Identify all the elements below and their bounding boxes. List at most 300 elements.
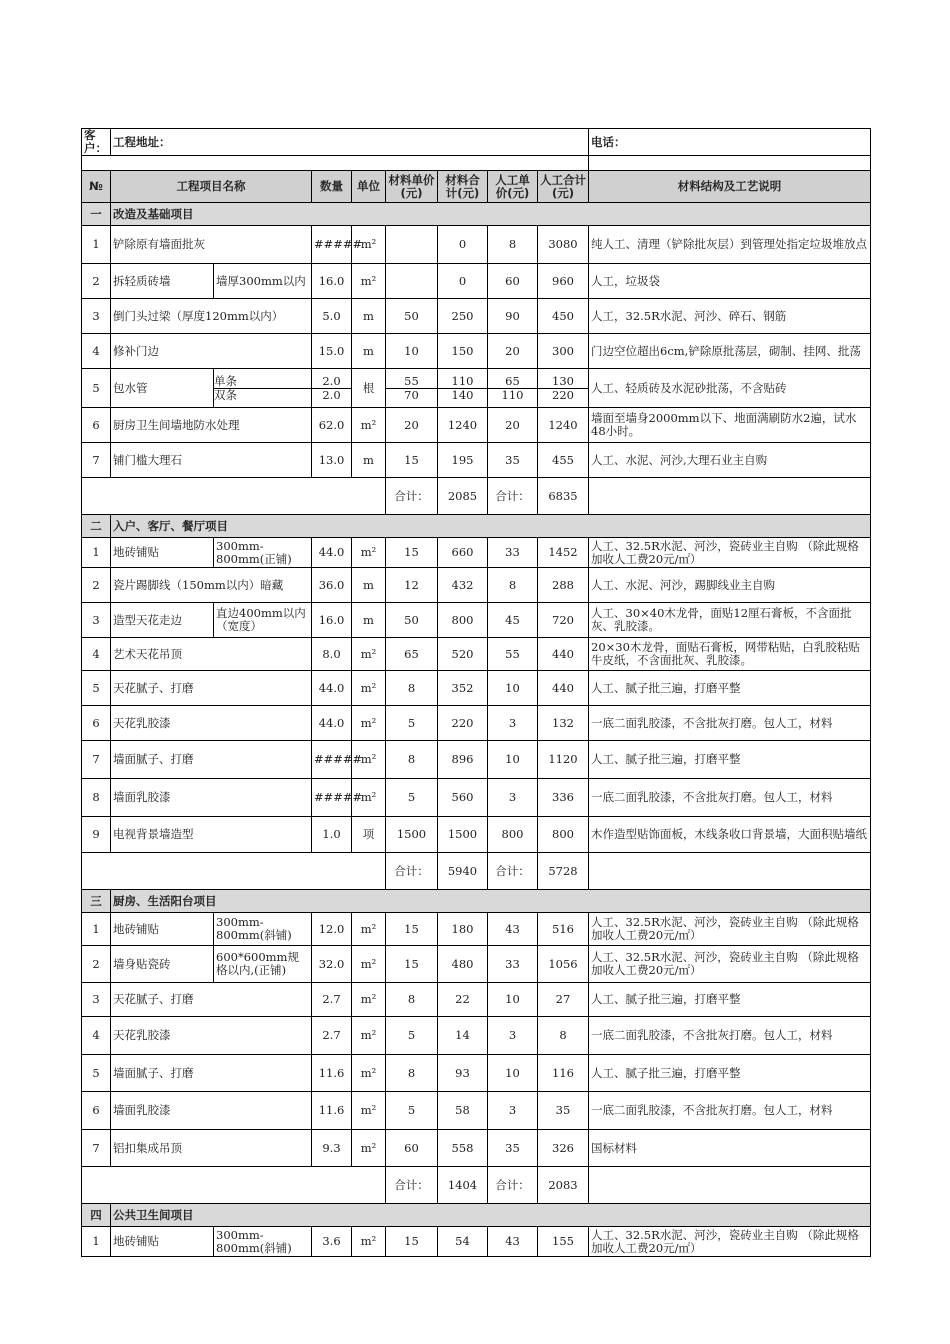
item-desc: 人工、32.5R水泥、河沙，瓷砖业主自购 （除此规格加收人工费20元/㎡） bbox=[589, 913, 871, 946]
item-lab-total bbox=[538, 369, 589, 408]
subtotal-label: 合计： bbox=[386, 853, 438, 890]
col-lab-total: 人工合计(元) bbox=[538, 171, 589, 203]
item-mat-total: 195 bbox=[438, 443, 488, 478]
item-mat-total: 93 bbox=[438, 1055, 488, 1092]
item-mat-price: 50 bbox=[386, 603, 438, 638]
item-desc: 人工、30×40木龙骨，面贴12厘石膏板，不含面批灰、乳胶漆。 bbox=[589, 603, 871, 638]
item-desc: 一底二面乳胶漆，不含批灰打磨。包人工，材料 bbox=[589, 706, 871, 741]
subtotal-labor: 6835 bbox=[538, 478, 589, 515]
subtotal-desc-blank bbox=[589, 853, 871, 890]
item-mat-price bbox=[386, 369, 438, 408]
item-lab-total: 800 bbox=[538, 817, 589, 853]
item-qty: 13.0 bbox=[312, 443, 352, 478]
blank-cell bbox=[82, 156, 589, 171]
item-name: 铺门槛大理石 bbox=[111, 443, 312, 478]
section-row bbox=[82, 1204, 871, 1227]
item-name: 天花乳胶漆 bbox=[111, 1017, 312, 1055]
item-mat-total: 520 bbox=[438, 638, 488, 671]
item-lab-price: 3 bbox=[488, 779, 538, 817]
item-qty: 11.6 bbox=[312, 1092, 352, 1130]
section-row bbox=[82, 890, 871, 913]
item-desc: 人工、水泥、河沙，踢脚线业主自购 bbox=[589, 568, 871, 603]
subtotal-row bbox=[82, 853, 871, 890]
item-lab-total: 3080 bbox=[538, 226, 589, 264]
section-title: 公共卫生间项目 bbox=[111, 1204, 871, 1227]
item-no: 6 bbox=[82, 706, 111, 741]
item-unit: m² bbox=[352, 1017, 386, 1055]
item-qty: 1.0 bbox=[312, 817, 352, 853]
item-unit: m² bbox=[352, 408, 386, 443]
item-row bbox=[82, 946, 871, 983]
item-mat-price: 15 bbox=[386, 913, 438, 946]
item-mat-price: 5 bbox=[386, 706, 438, 741]
item-lab-total: 1120 bbox=[538, 741, 589, 779]
item-mat-price: 10 bbox=[386, 334, 438, 369]
item-lab-total-value: 220 bbox=[538, 388, 588, 402]
section-title: 厨房、生活阳台项目 bbox=[111, 890, 871, 913]
subtotal-label: 合计： bbox=[386, 1167, 438, 1204]
item-mat-price: 12 bbox=[386, 568, 438, 603]
item-mat-total: 54 bbox=[438, 1227, 488, 1257]
section-title: 入户、客厅、餐厅项目 bbox=[111, 515, 871, 538]
item-unit: m² bbox=[352, 913, 386, 946]
item-lab-total: 450 bbox=[538, 299, 589, 334]
item-mat-total-value: 140 bbox=[438, 388, 487, 402]
item-name: 包水管 bbox=[111, 369, 214, 408]
item-name: 艺术天花吊顶 bbox=[111, 638, 312, 671]
section-number: 四 bbox=[82, 1204, 111, 1227]
item-mat-price-value: 70 bbox=[386, 388, 437, 402]
item-unit: m² bbox=[352, 741, 386, 779]
item-lab-price: 10 bbox=[488, 671, 538, 706]
item-desc: 人工、32.5R水泥、河沙，瓷砖业主自购 （除此规格加收人工费20元/㎡） bbox=[589, 538, 871, 568]
item-mat-price: 8 bbox=[386, 1055, 438, 1092]
item-row bbox=[82, 264, 871, 299]
item-lab-price: 33 bbox=[488, 538, 538, 568]
item-desc: 木作造型贴饰面板，木线条收口背景墙，大面积贴墙纸 bbox=[589, 817, 871, 853]
item-lab-total: 8 bbox=[538, 1017, 589, 1055]
item-lab-price: 35 bbox=[488, 443, 538, 478]
item-name: 造型天花走边 bbox=[111, 603, 214, 638]
item-spec-value: 单条 bbox=[214, 373, 237, 388]
item-no: 8 bbox=[82, 779, 111, 817]
subtotal-label: 合计： bbox=[386, 478, 438, 515]
item-unit: m² bbox=[352, 671, 386, 706]
item-unit: m bbox=[352, 603, 386, 638]
item-unit: m² bbox=[352, 1055, 386, 1092]
item-name: 墙面腻子、打磨 bbox=[111, 741, 312, 779]
subtotal-blank bbox=[82, 478, 386, 515]
item-unit: 项 bbox=[352, 817, 386, 853]
item-no: 3 bbox=[82, 603, 111, 638]
item-lab-price-value: 65 bbox=[505, 373, 520, 388]
item-mat-total: 180 bbox=[438, 913, 488, 946]
item-spec: 300mm-800mm(正铺) bbox=[214, 538, 312, 568]
item-qty: 44.0 bbox=[312, 671, 352, 706]
item-mat-price: 8 bbox=[386, 741, 438, 779]
col-lab-price: 人工单价(元) bbox=[488, 171, 538, 203]
item-name: 厨房卫生间墙地防水处理 bbox=[111, 408, 312, 443]
item-row bbox=[82, 299, 871, 334]
subtotal-labor: 5728 bbox=[538, 853, 589, 890]
item-no: 7 bbox=[82, 443, 111, 478]
item-lab-total: 132 bbox=[538, 706, 589, 741]
item-lab-price: 3 bbox=[488, 1017, 538, 1055]
item-name: 地砖铺贴 bbox=[111, 538, 214, 568]
item-lab-price: 45 bbox=[488, 603, 538, 638]
item-mat-price: 65 bbox=[386, 638, 438, 671]
item-lab-total-value: 130 bbox=[552, 373, 574, 388]
item-no: 4 bbox=[82, 334, 111, 369]
item-lab-total: 516 bbox=[538, 913, 589, 946]
item-desc: 人工、腻子批三遍，打磨平整 bbox=[589, 983, 871, 1017]
item-qty: 16.0 bbox=[312, 264, 352, 299]
col-qty: 数量 bbox=[312, 171, 352, 203]
item-lab-total: 35 bbox=[538, 1092, 589, 1130]
item-lab-price-value: 110 bbox=[488, 388, 537, 402]
item-no: 2 bbox=[82, 568, 111, 603]
section-number: 一 bbox=[82, 203, 111, 226]
item-qty: 32.0 bbox=[312, 946, 352, 983]
item-row-pipe bbox=[82, 369, 871, 408]
item-qty: 12.0 bbox=[312, 913, 352, 946]
item-mat-price: 8 bbox=[386, 671, 438, 706]
item-qty-value: 2.0 bbox=[322, 373, 341, 388]
item-mat-price: 50 bbox=[386, 299, 438, 334]
item-lab-total: 960 bbox=[538, 264, 589, 299]
item-lab-price: 60 bbox=[488, 264, 538, 299]
subtotal-labor: 2083 bbox=[538, 1167, 589, 1204]
item-row bbox=[82, 443, 871, 478]
item-name: 天花腻子、打磨 bbox=[111, 671, 312, 706]
item-mat-total: 560 bbox=[438, 779, 488, 817]
subtotal-desc-blank bbox=[589, 1167, 871, 1204]
item-desc: 人工、水泥、河沙,大理石业主自购 bbox=[589, 443, 871, 478]
item-name: 拆轻质砖墙 bbox=[111, 264, 214, 299]
item-lab-price: 10 bbox=[488, 741, 538, 779]
item-no: 7 bbox=[82, 741, 111, 779]
item-name: 铝扣集成吊顶 bbox=[111, 1130, 312, 1167]
item-unit: m bbox=[352, 568, 386, 603]
item-name: 天花乳胶漆 bbox=[111, 706, 312, 741]
subtotal-material: 5940 bbox=[438, 853, 488, 890]
item-unit: m² bbox=[352, 779, 386, 817]
item-no: 5 bbox=[82, 369, 111, 408]
item-row bbox=[82, 334, 871, 369]
item-unit: m bbox=[352, 443, 386, 478]
item-lab-total: 440 bbox=[538, 671, 589, 706]
item-row bbox=[82, 638, 871, 671]
item-mat-total: 0 bbox=[438, 226, 488, 264]
item-unit: m² bbox=[352, 983, 386, 1017]
col-name: 工程项目名称 bbox=[111, 171, 312, 203]
item-mat-price: 5 bbox=[386, 1017, 438, 1055]
item-unit: m² bbox=[352, 1092, 386, 1130]
subtotal-material: 2085 bbox=[438, 478, 488, 515]
item-lab-price: 10 bbox=[488, 983, 538, 1017]
item-no: 7 bbox=[82, 1130, 111, 1167]
item-mat-total: 480 bbox=[438, 946, 488, 983]
item-name: 倒门头过梁（厚度120mm以内） bbox=[111, 299, 312, 334]
item-desc: 人工、腻子批三遍，打磨平整 bbox=[589, 741, 871, 779]
item-qty: 44.0 bbox=[312, 706, 352, 741]
item-lab-price: 43 bbox=[488, 913, 538, 946]
item-no: 6 bbox=[82, 408, 111, 443]
item-row bbox=[82, 1055, 871, 1092]
item-qty: 9.3 bbox=[312, 1130, 352, 1167]
item-qty: 11.6 bbox=[312, 1055, 352, 1092]
item-qty: ##### bbox=[312, 226, 352, 264]
subtotal-row bbox=[82, 1167, 871, 1204]
item-no: 1 bbox=[82, 1227, 111, 1257]
item-unit: m² bbox=[352, 264, 386, 299]
item-qty: 36.0 bbox=[312, 568, 352, 603]
item-desc: 人工、32.5R水泥、河沙，瓷砖业主自购 （除此规格加收人工费20元/㎡） bbox=[589, 1227, 871, 1257]
item-mat-price bbox=[386, 264, 438, 299]
item-row bbox=[82, 568, 871, 603]
item-qty bbox=[312, 369, 352, 408]
item-desc: 人工，垃圾袋 bbox=[589, 264, 871, 299]
subtotal-blank bbox=[82, 1167, 386, 1204]
item-mat-total: 150 bbox=[438, 334, 488, 369]
item-mat-total: 0 bbox=[438, 264, 488, 299]
item-no: 3 bbox=[82, 299, 111, 334]
item-lab-total: 300 bbox=[538, 334, 589, 369]
item-lab-price: 8 bbox=[488, 226, 538, 264]
item-name: 铲除原有墙面批灰 bbox=[111, 226, 312, 264]
item-name: 修补门边 bbox=[111, 334, 312, 369]
item-row bbox=[82, 226, 871, 264]
col-mat-price: 材料单价(元) bbox=[386, 171, 438, 203]
item-lab-price: 3 bbox=[488, 706, 538, 741]
item-spec-value: 双条 bbox=[214, 388, 311, 402]
item-spec: 墙厚300mm以内 bbox=[214, 264, 312, 299]
item-lab-price: 33 bbox=[488, 946, 538, 983]
item-name: 墙身贴瓷砖 bbox=[111, 946, 214, 983]
item-mat-total: 352 bbox=[438, 671, 488, 706]
item-qty: 8.0 bbox=[312, 638, 352, 671]
item-qty: ##### bbox=[312, 779, 352, 817]
item-unit: m² bbox=[352, 538, 386, 568]
item-unit: m² bbox=[352, 706, 386, 741]
item-mat-price bbox=[386, 226, 438, 264]
item-lab-total: 455 bbox=[538, 443, 589, 478]
item-desc: 一底二面乳胶漆，不含批灰打磨。包人工，材料 bbox=[589, 1017, 871, 1055]
subtotal-row bbox=[82, 478, 871, 515]
section-row bbox=[82, 203, 871, 226]
item-no: 5 bbox=[82, 671, 111, 706]
column-header-row bbox=[82, 171, 871, 203]
item-mat-total: 432 bbox=[438, 568, 488, 603]
item-qty: 5.0 bbox=[312, 299, 352, 334]
item-lab-total: 336 bbox=[538, 779, 589, 817]
item-qty: 16.0 bbox=[312, 603, 352, 638]
item-mat-total: 22 bbox=[438, 983, 488, 1017]
subtotal-material: 1404 bbox=[438, 1167, 488, 1204]
item-no: 1 bbox=[82, 538, 111, 568]
item-spec: 300mm-800mm(斜铺) bbox=[214, 1227, 312, 1257]
item-mat-total: 58 bbox=[438, 1092, 488, 1130]
subtotal-label: 合计： bbox=[488, 1167, 538, 1204]
item-unit: m² bbox=[352, 1130, 386, 1167]
col-no: № bbox=[82, 171, 111, 203]
item-unit: m bbox=[352, 334, 386, 369]
item-mat-price: 8 bbox=[386, 983, 438, 1017]
item-lab-price: 8 bbox=[488, 568, 538, 603]
item-no: 4 bbox=[82, 638, 111, 671]
item-desc: 人工、腻子批三遍，打磨平整 bbox=[589, 671, 871, 706]
item-qty: 3.6 bbox=[312, 1227, 352, 1257]
item-lab-price: 3 bbox=[488, 1092, 538, 1130]
item-qty: 62.0 bbox=[312, 408, 352, 443]
item-mat-total-value: 110 bbox=[451, 373, 474, 388]
subtotal-blank bbox=[82, 853, 386, 890]
item-qty-value: 2.0 bbox=[312, 388, 351, 402]
item-lab-price: 90 bbox=[488, 299, 538, 334]
item-lab-price: 35 bbox=[488, 1130, 538, 1167]
item-unit: m² bbox=[352, 226, 386, 264]
item-mat-price: 5 bbox=[386, 1092, 438, 1130]
item-lab-total: 326 bbox=[538, 1130, 589, 1167]
item-mat-price: 20 bbox=[386, 408, 438, 443]
item-lab-price: 20 bbox=[488, 408, 538, 443]
item-lab-total: 440 bbox=[538, 638, 589, 671]
item-unit: m bbox=[352, 299, 386, 334]
item-name: 电视背景墙造型 bbox=[111, 817, 312, 853]
item-mat-total: 1240 bbox=[438, 408, 488, 443]
item-row bbox=[82, 817, 871, 853]
item-desc: 纯人工、清理（铲除批灰层）到管理处指定垃圾堆放点 bbox=[589, 226, 871, 264]
item-mat-total: 220 bbox=[438, 706, 488, 741]
item-row bbox=[82, 741, 871, 779]
item-no: 1 bbox=[82, 913, 111, 946]
item-mat-total: 250 bbox=[438, 299, 488, 334]
subtotal-label: 合计： bbox=[488, 853, 538, 890]
item-unit: m² bbox=[352, 638, 386, 671]
item-name: 瓷片踢脚线（150mm以内）暗藏 bbox=[111, 568, 312, 603]
phone-label: 电话： bbox=[589, 129, 871, 156]
item-row bbox=[82, 913, 871, 946]
item-qty: 2.7 bbox=[312, 1017, 352, 1055]
item-mat-price: 15 bbox=[386, 946, 438, 983]
item-mat-total: 660 bbox=[438, 538, 488, 568]
item-no: 2 bbox=[82, 264, 111, 299]
item-no: 2 bbox=[82, 946, 111, 983]
item-lab-price: 800 bbox=[488, 817, 538, 853]
quotation-table bbox=[81, 128, 871, 1257]
item-spec: 600*600mm规格以内,(正铺) bbox=[214, 946, 312, 983]
item-row bbox=[82, 1017, 871, 1055]
item-desc: 人工、32.5R水泥、河沙，瓷砖业主自购 （除此规格加收人工费20元/㎡） bbox=[589, 946, 871, 983]
section-title: 改造及基础项目 bbox=[111, 203, 871, 226]
item-lab-total: 1240 bbox=[538, 408, 589, 443]
item-no: 1 bbox=[82, 226, 111, 264]
subtotal-label: 合计： bbox=[488, 478, 538, 515]
item-name: 墙面乳胶漆 bbox=[111, 1092, 312, 1130]
blank-cell bbox=[589, 156, 871, 171]
item-mat-total: 558 bbox=[438, 1130, 488, 1167]
customer-label: 客户： bbox=[82, 129, 111, 156]
item-lab-total: 116 bbox=[538, 1055, 589, 1092]
item-name: 地砖铺贴 bbox=[111, 1227, 214, 1257]
header-row bbox=[82, 129, 871, 156]
item-desc: 人工，32.5R水泥、河沙、碎石、钢筋 bbox=[589, 299, 871, 334]
item-desc: 一底二面乳胶漆，不含批灰打磨。包人工，材料 bbox=[589, 779, 871, 817]
item-name: 墙面腻子、打磨 bbox=[111, 1055, 312, 1092]
item-spec: 300mm-800mm(斜铺) bbox=[214, 913, 312, 946]
item-no: 3 bbox=[82, 983, 111, 1017]
item-row bbox=[82, 603, 871, 638]
item-qty: ##### bbox=[312, 741, 352, 779]
item-name: 地砖铺贴 bbox=[111, 913, 214, 946]
item-desc: 门边空位超出6cm,铲除原批荡层，砌制、挂网、批荡 bbox=[589, 334, 871, 369]
item-row bbox=[82, 408, 871, 443]
item-unit: m² bbox=[352, 946, 386, 983]
item-lab-price: 55 bbox=[488, 638, 538, 671]
item-mat-total bbox=[438, 369, 488, 408]
item-lab-price: 20 bbox=[488, 334, 538, 369]
item-lab-price bbox=[488, 369, 538, 408]
item-mat-total: 800 bbox=[438, 603, 488, 638]
item-row bbox=[82, 671, 871, 706]
item-mat-price-value: 55 bbox=[404, 373, 419, 388]
item-mat-price: 60 bbox=[386, 1130, 438, 1167]
item-mat-total: 1500 bbox=[438, 817, 488, 853]
item-name: 天花腻子、打磨 bbox=[111, 983, 312, 1017]
item-desc: 一底二面乳胶漆，不含批灰打磨。包人工，材料 bbox=[589, 1092, 871, 1130]
item-lab-total: 288 bbox=[538, 568, 589, 603]
item-lab-total: 155 bbox=[538, 1227, 589, 1257]
item-no: 6 bbox=[82, 1092, 111, 1130]
item-row bbox=[82, 706, 871, 741]
section-number: 三 bbox=[82, 890, 111, 913]
address-label: 工程地址： bbox=[111, 129, 589, 156]
item-unit: 根 bbox=[352, 369, 386, 408]
item-row bbox=[82, 538, 871, 568]
item-qty: 44.0 bbox=[312, 538, 352, 568]
item-lab-price: 10 bbox=[488, 1055, 538, 1092]
item-unit: m² bbox=[352, 1227, 386, 1257]
item-desc: 人工、腻子批三遍，打磨平整 bbox=[589, 1055, 871, 1092]
item-mat-price: 15 bbox=[386, 538, 438, 568]
item-row bbox=[82, 1130, 871, 1167]
item-lab-total: 27 bbox=[538, 983, 589, 1017]
col-unit: 单位 bbox=[352, 171, 386, 203]
col-mat-total: 材料合计(元) bbox=[438, 171, 488, 203]
item-lab-total: 1056 bbox=[538, 946, 589, 983]
item-no: 4 bbox=[82, 1017, 111, 1055]
subtotal-desc-blank bbox=[589, 478, 871, 515]
item-name: 墙面乳胶漆 bbox=[111, 779, 312, 817]
item-mat-price: 15 bbox=[386, 443, 438, 478]
item-mat-price: 1500 bbox=[386, 817, 438, 853]
section-number: 二 bbox=[82, 515, 111, 538]
item-desc: 墙面至墙身2000mm以下、地面满刷防水2遍，试水48小时。 bbox=[589, 408, 871, 443]
blank-row bbox=[82, 156, 871, 171]
item-desc: 国标材料 bbox=[589, 1130, 871, 1167]
item-row bbox=[82, 779, 871, 817]
item-row bbox=[82, 983, 871, 1017]
item-lab-price: 43 bbox=[488, 1227, 538, 1257]
item-lab-total: 720 bbox=[538, 603, 589, 638]
item-row bbox=[82, 1227, 871, 1257]
item-spec: 直边400mm以内（宽度） bbox=[214, 603, 312, 638]
item-spec bbox=[214, 369, 312, 408]
item-qty: 15.0 bbox=[312, 334, 352, 369]
item-desc: 人工、轻质砖及水泥砂批荡，不含贴砖 bbox=[589, 369, 871, 408]
item-no: 9 bbox=[82, 817, 111, 853]
item-mat-price: 15 bbox=[386, 1227, 438, 1257]
